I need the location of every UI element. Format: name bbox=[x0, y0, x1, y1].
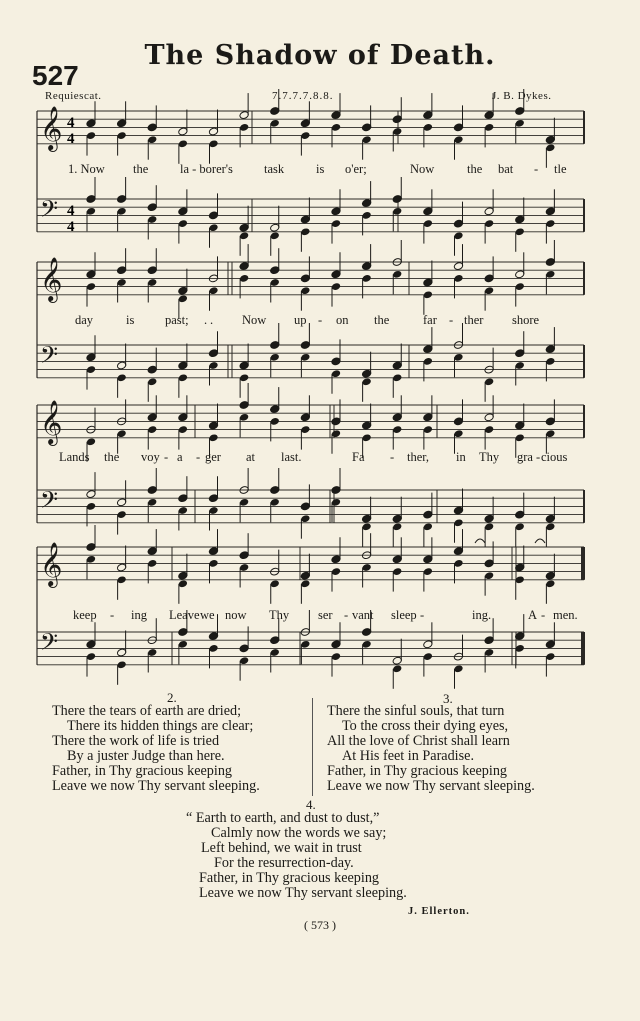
verse-line: Left behind, we wait in trust bbox=[201, 840, 362, 856]
verse-number: 3. bbox=[443, 691, 453, 706]
lyric-syllable: - bbox=[449, 313, 454, 327]
meter: 7.7.7.7.8.8. bbox=[272, 90, 334, 102]
lyric-syllable: gra bbox=[517, 450, 533, 464]
lyric-syllable: up bbox=[294, 313, 307, 327]
treble-clef: 𝄞 bbox=[40, 542, 63, 586]
lyric-syllable: sleep bbox=[391, 608, 417, 622]
lyric-syllable: now bbox=[225, 608, 247, 622]
verse-line: To the cross their dying eyes, bbox=[342, 718, 509, 734]
lyric-syllable: - bbox=[164, 450, 169, 464]
lyric-syllable: far bbox=[423, 313, 437, 327]
lyric-syllable: Thy bbox=[269, 608, 290, 622]
lyric-syllable: - bbox=[110, 608, 115, 622]
fermata bbox=[535, 539, 545, 543]
lyric-syllable: 1. Now bbox=[68, 162, 105, 176]
lyricist: J. Ellerton. bbox=[408, 906, 470, 917]
lyric-syllable: o'er; bbox=[345, 162, 367, 176]
verse-line: Calmly now the words we say; bbox=[211, 825, 387, 841]
bass-clef: 𝄢 bbox=[40, 486, 59, 519]
lyric-syllable: Leave bbox=[169, 608, 200, 622]
verse-line: There the work of life is tried bbox=[52, 733, 220, 749]
lyric-syllable: ther bbox=[464, 313, 484, 327]
lyric-syllable: cious bbox=[541, 450, 568, 464]
treble-clef: 𝄞 bbox=[40, 257, 63, 301]
lyric-syllable: vant bbox=[352, 608, 374, 622]
lyric-syllable: day bbox=[75, 313, 94, 327]
verse-line: There the sinful souls, that turn bbox=[327, 703, 505, 719]
lyric-syllable: a bbox=[177, 450, 183, 464]
lyric-syllable: Lands bbox=[59, 450, 90, 464]
time-signature: 4 bbox=[67, 131, 75, 147]
lyric-syllable: shore bbox=[512, 313, 540, 327]
verse-number: 4. bbox=[306, 797, 316, 812]
hymn-title: The Shadow of Death. bbox=[144, 40, 496, 71]
lyric-syllable: Now bbox=[242, 313, 267, 327]
lyric-syllable: at bbox=[246, 450, 256, 464]
time-signature: 4 bbox=[67, 203, 75, 219]
lyric-syllable: is bbox=[126, 313, 135, 327]
lyric-syllable: - bbox=[344, 608, 349, 622]
verse-number: 2. bbox=[167, 690, 177, 705]
lyric-syllable: past; bbox=[165, 313, 189, 327]
verse-line: All the love of Christ shall learn bbox=[327, 733, 510, 749]
bass-clef: 𝄢 bbox=[40, 341, 59, 374]
lyric-syllable: keep bbox=[73, 608, 97, 622]
verse-line: By a juster Judge than here. bbox=[67, 748, 225, 764]
verse-line: “ Earth to earth, and dust to dust,” bbox=[186, 810, 380, 826]
time-signature: 4 bbox=[67, 219, 75, 235]
tune-name: Requiescat. bbox=[45, 90, 102, 102]
lyric-syllable: - bbox=[318, 313, 323, 327]
lyric-syllable: la - borer's bbox=[180, 162, 233, 176]
lyric-syllable: Thy bbox=[479, 450, 500, 464]
lyric-syllable: ger bbox=[205, 450, 221, 464]
lyric-syllable: A bbox=[528, 608, 538, 622]
lyric-syllable: . bbox=[210, 313, 214, 327]
verse-line: Leave we now Thy servant sleeping. bbox=[199, 885, 407, 901]
verse-line: Father, in Thy gracious keeping bbox=[52, 763, 233, 779]
lyric-syllable: is bbox=[316, 162, 325, 176]
lyric-syllable: task bbox=[264, 162, 285, 176]
verse-line: Leave we now Thy servant sleeping. bbox=[52, 778, 260, 794]
lyric-syllable: Now bbox=[410, 162, 435, 176]
composer: J. B. Dykes. bbox=[492, 90, 552, 102]
verse-line: Father, in Thy gracious keeping bbox=[199, 870, 380, 886]
column-divider bbox=[312, 698, 313, 796]
lyric-syllable: the bbox=[133, 162, 149, 176]
lyric-syllable: the bbox=[104, 450, 120, 464]
lyric-syllable: on bbox=[336, 313, 349, 327]
verse-line: Leave we now Thy servant sleeping. bbox=[327, 778, 535, 794]
verse-line: At His feet in Paradise. bbox=[342, 748, 474, 764]
lyric-syllable: ther, bbox=[407, 450, 430, 464]
lyric-syllable: voy bbox=[141, 450, 160, 464]
lyric-syllable: - bbox=[196, 450, 201, 464]
lyric-syllable: we bbox=[200, 608, 215, 622]
lyric-syllable: - bbox=[390, 450, 395, 464]
lyric-syllable: men. bbox=[553, 608, 578, 622]
time-signature: 4 bbox=[67, 115, 75, 131]
verse-line: There its hidden things are clear; bbox=[67, 718, 254, 734]
lyric-syllable: ing. bbox=[472, 608, 492, 622]
fermata bbox=[475, 539, 485, 543]
lyric-syllable: - bbox=[541, 608, 546, 622]
page-number: ( 573 ) bbox=[304, 918, 336, 932]
bass-clef: 𝄢 bbox=[40, 628, 59, 661]
lyric-syllable: last. bbox=[281, 450, 302, 464]
lyric-syllable: - bbox=[420, 608, 425, 622]
treble-clef: 𝄞 bbox=[40, 106, 63, 150]
lyric-syllable: ser bbox=[318, 608, 333, 622]
lyric-syllable: Fa bbox=[352, 450, 365, 464]
lyric-syllable: the bbox=[374, 313, 390, 327]
lyric-syllable: - bbox=[536, 450, 541, 464]
bass-clef: 𝄢 bbox=[40, 195, 59, 228]
lyric-syllable: in bbox=[456, 450, 466, 464]
verse-line: There the tears of earth are dried; bbox=[52, 703, 242, 719]
lyric-syllable: bat bbox=[498, 162, 514, 176]
verse-line: Father, in Thy gracious keeping bbox=[327, 763, 508, 779]
lyric-syllable: the bbox=[467, 162, 483, 176]
lyric-syllable: ing bbox=[131, 608, 147, 622]
lyric-syllable: - bbox=[534, 162, 539, 176]
hymn-number: 527 bbox=[32, 60, 79, 91]
lyric-syllable: tle bbox=[554, 162, 567, 176]
lyric-syllable: . bbox=[204, 313, 208, 327]
verse-line: For the resurrection-day. bbox=[214, 855, 354, 871]
treble-clef: 𝄞 bbox=[40, 400, 63, 444]
